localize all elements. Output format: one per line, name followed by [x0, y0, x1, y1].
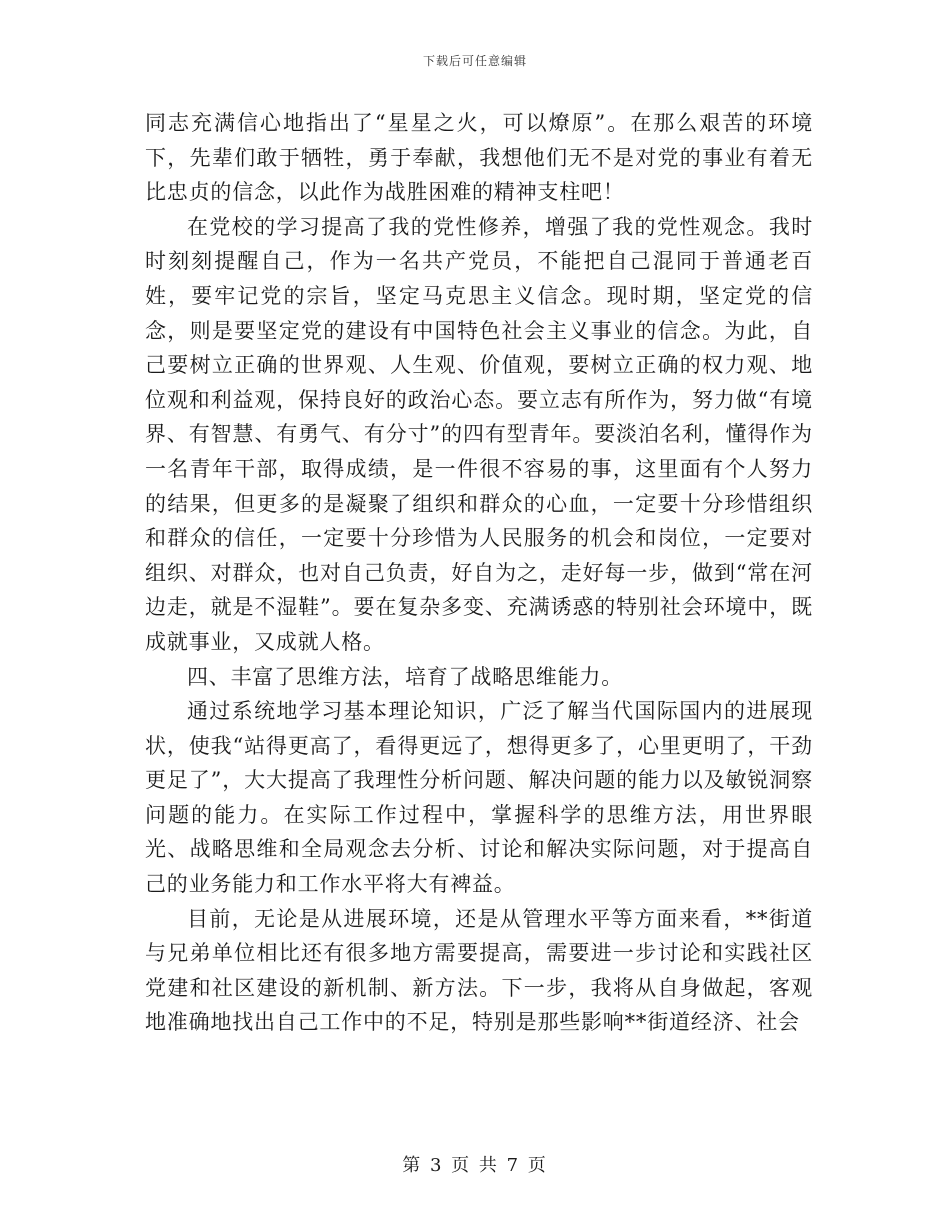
paragraph-3: 通过系统地学习基本理论知识，广泛了解当代国际国内的进展现状，使我“站得更高了，看得更远了，想得更多了，心里更明了，干劲更足了”，大大提高了我理性分析问题、解决问题的能力以及敏锐洞察问题的能力。在实际工作过程中，掌握科学的思维方法，用世界眼光、战略思维和全局观念去分析、讨论和解决实际问题，对于提高自己的业务能力和工作水平将大有裨益。 [145, 699, 813, 897]
paragraph-4: 目前，无论是从进展环境，还是从管理水平等方面来看，**街道与兄弟单位相比还有很多地方需要提高，需要进一步讨论和实践社区党建和社区建设的新机制、新方法。下一步，我将从自身做起，客观地准确地找出自己工作中的不足，特别是那些影响**街道经济、社会 [145, 906, 813, 1035]
section-heading: 四、丰富了思维方法，培育了战略思维能力。 [187, 664, 623, 689]
document-body [145, 106, 813, 1040]
page-number: 第 3 页 共 7 页 [402, 1155, 548, 1176]
paragraph-1: 同志充满信心地指出了“星星之火，可以燎原”。在那么艰苦的环境下，先辈们敢于牺牲，勇于奉献，我想他们无不是对党的事业有着无比忠贞的信念，以此作为战胜困难的精神支柱吧！ [145, 111, 813, 205]
page-header: 下载后可任意编辑 [422, 54, 527, 68]
paragraph-2: 在党校的学习提高了我的党性修养，增强了我的党性观念。我时时刻刻提醒自己，作为一名共产党员，不能把自己混同于普通老百姓，要牢记党的宗旨，坚定马克思主义信念。现时期，坚定党的信念，则是要坚定党的建设有中国特色社会主义事业的信念。为此，自己要树立正确的世界观、人生观、价值观，要树立正确的权力观、地位观和利益观，保持良好的政治心态。要立志有所作为，努力做“有境界、有智慧、有勇气、有分寸”的四有型青年。要淡泊名利，懂得作为一名青年干部，取得成绩，是一件很不容易的事，这里面有个人努力的结果，但更多的是凝聚了组织和群众的心血，一定要十分珍惜组织和群众的信任，一定要十分珍惜为人民服务的机会和岗位，一定要对组织、对群众，也对自己负责，好自为之，走好每一步，做到“常在河边走，就是不湿鞋”。要在复杂多变、充满诱惑的特别社会环境中，既成就事业，又成就人格。 [145, 214, 813, 654]
